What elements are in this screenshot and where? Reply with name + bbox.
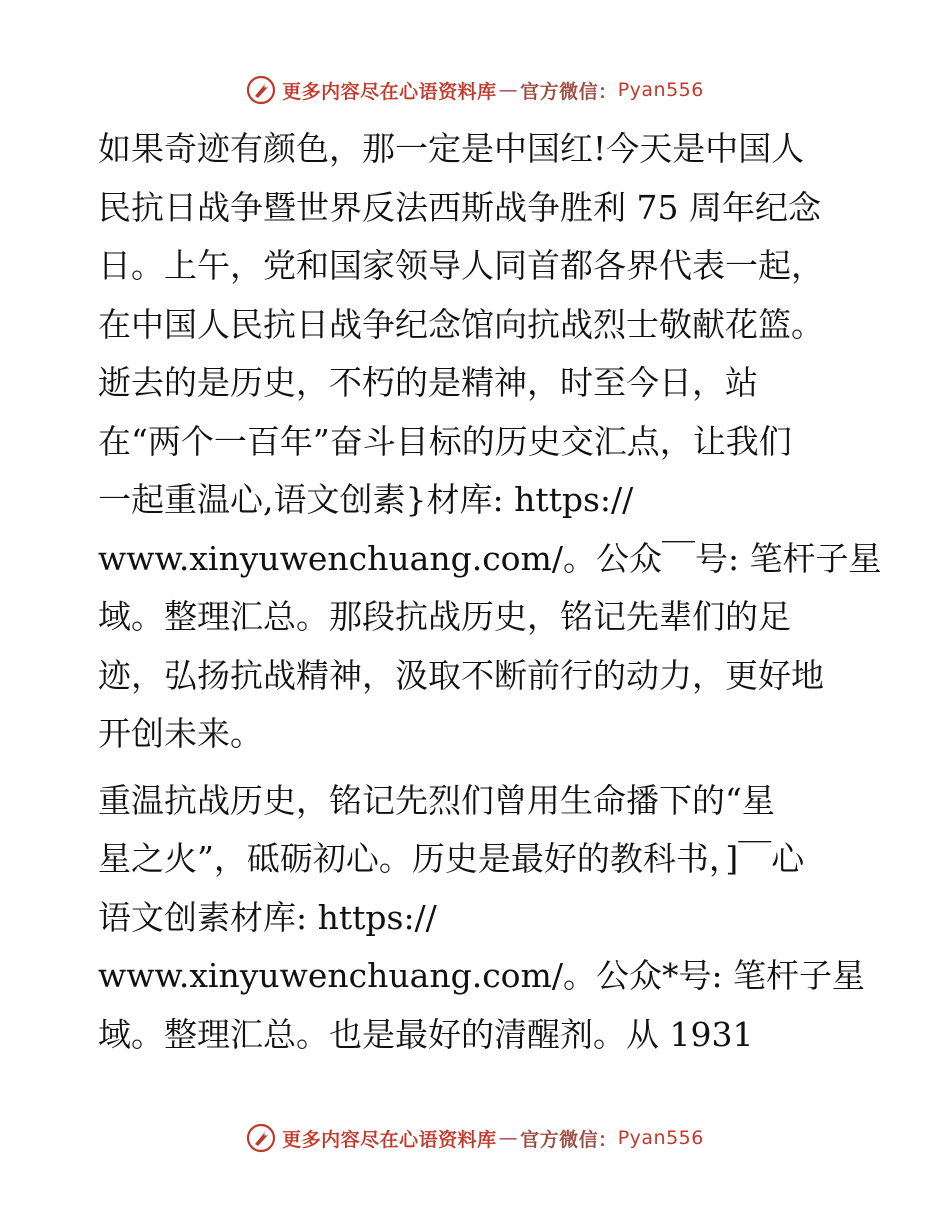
header-wechat-id: Pyan556: [617, 79, 704, 101]
pen-nib-icon: [246, 1123, 276, 1153]
text-line: 开创未来。: [98, 714, 263, 753]
text-line: 如果奇迹有颜色，那一定是中国红!今天是中国人: [98, 129, 805, 168]
footer-wechat-label: 官方微信：: [520, 1128, 618, 1151]
text-line: 域。整理汇总。也是最好的清醒剂。从 1931: [98, 1014, 754, 1054]
paragraph-2: [98, 772, 866, 1065]
text-line: 逝去的是历史，不朽的是精神，时至今日，站: [98, 363, 758, 402]
header-site-text: 更多内容尽在心语资料库: [282, 80, 497, 103]
pen-nib-icon: [246, 75, 276, 105]
text-line: 在中国人民抗日战争纪念馆向抗战烈士敬献花篮。: [98, 304, 824, 344]
header-separator: —: [498, 79, 519, 101]
footer-site-text: 更多内容尽在心语资料库: [282, 1128, 497, 1151]
text-line: 民抗日战争暨世界反法西斯战争胜利 75 周年纪念: [98, 187, 821, 227]
footer-wechat-id: Pyan556: [617, 1127, 704, 1149]
text-line: 一起重温心,语文创素}材库: https://: [98, 480, 634, 519]
text-line: www.xinyuwenchuang.com/。公众￣号: 笔杆子星: [98, 538, 882, 578]
text-line: 星之火”，砥砺初心。历史是最好的教科书，]￣心: [98, 839, 805, 878]
text-line: 在“两个一百年”奋斗目标的历史交汇点，让我们: [98, 421, 792, 461]
header-banner: [0, 70, 950, 110]
text-line: 重温抗战历史，铭记先烈们曾用生命播下的“星: [98, 780, 775, 820]
text-line: 语文创素材库: https://: [98, 897, 437, 937]
body-text: [98, 120, 882, 1064]
footer-separator: —: [498, 1127, 519, 1149]
text-line: www.xinyuwenchuang.com/。公众*号: 笔杆子星: [98, 956, 866, 995]
footer-banner: [0, 1118, 950, 1158]
text-line: 域。整理汇总。那段抗战历史，铭记先辈们的足: [98, 597, 791, 636]
paragraph-1: [98, 120, 882, 764]
text-line: 日。上午，党和国家领导人同首都各界代表一起，: [98, 246, 824, 285]
text-line: 迹，弘扬抗战精神，汲取不断前行的动力，更好地: [98, 655, 824, 695]
header-wechat-label: 官方微信：: [520, 80, 618, 103]
